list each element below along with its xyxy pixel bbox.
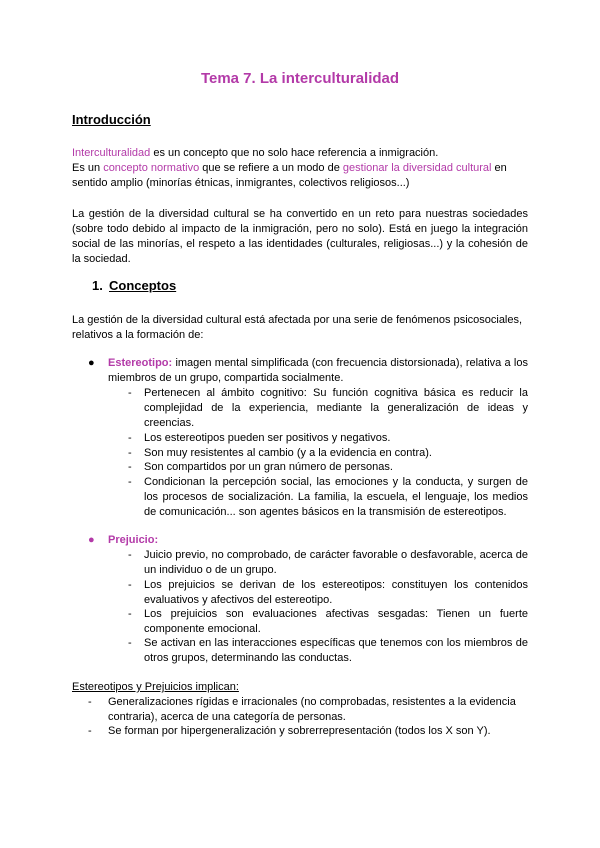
list-item-text: Pertenecen al ámbito cognitivo: Su función cognitiva básica es reducir la complejidad de la experiencia, mediante la generalización de ideas y creencias.: [144, 387, 528, 429]
dash-icon: -: [128, 447, 132, 459]
dash-icon: -: [88, 696, 92, 708]
list-item-text: Los prejuicios son evaluaciones afectivas sesgadas: Tienen un fuerte componente emocional.: [144, 608, 528, 635]
dash-icon: -: [128, 608, 132, 620]
list-item: [128, 446, 528, 461]
list-item-text: Se activan en las interacciones específicas que tenemos con los miembros de otros grupos, determinando las conductas.: [144, 637, 528, 664]
estereotipo-definition-block: [108, 356, 528, 386]
estereotipo-definition: imagen mental simplificada (con frecuencia distorsionada), relativa a los miembros de un grupo, compartida socialmente.: [108, 357, 528, 384]
term-concepto-normativo: concepto normativo: [103, 162, 200, 174]
intro-text-4: en sentido amplio (minorías étnicas, inmigrantes, colectivos religiosos...): [72, 162, 507, 189]
dash-icon: -: [88, 725, 92, 737]
concepts-heading: [92, 278, 176, 293]
dash-icon: -: [128, 549, 132, 561]
intro-paragraph-1: [72, 146, 528, 191]
list-item: [128, 460, 528, 475]
concepts-heading-text: Conceptos: [109, 278, 177, 293]
dash-icon: -: [128, 579, 132, 591]
list-item-text: Generalizaciones rígidas e irracionales (no comprobadas, resistentes a la evidencia contraria), acerca de una categoría de personas.: [108, 696, 516, 723]
dash-icon: -: [128, 637, 132, 649]
dash-icon: -: [128, 461, 132, 473]
bullet-estereotipo: [88, 356, 528, 386]
list-item-text: Son muy resistentes al cambio (y a la evidencia en contra).: [144, 447, 432, 459]
term-gestionar-diversidad: gestionar la diversidad cultural: [342, 162, 492, 174]
intro-text-3: que se refiere a un modo de: [199, 162, 343, 174]
list-item-text: Son compartidos por un gran número de personas.: [144, 461, 393, 473]
list-item-text: Se forman por hipergeneralización y sobrerrepresentación (todos los X son Y).: [108, 725, 491, 737]
bullet-icon: ●: [88, 534, 95, 546]
implican-heading: Estereotipos y Prejuicios implican:: [72, 681, 239, 693]
bullet-prejuicio: [88, 533, 528, 548]
list-item: [128, 431, 528, 446]
list-item-text: Los prejuicios se derivan de los estereotipos: constituyen los contenidos evaluativos y afectivos del estereotipo.: [144, 579, 528, 606]
list-item: [128, 578, 528, 608]
term-prejuicio: Prejuicio:: [108, 534, 159, 546]
dash-icon: -: [128, 476, 132, 488]
page-title: Tema 7. La interculturalidad: [200, 70, 400, 87]
list-item: [128, 475, 528, 520]
concepts-number: 1.: [92, 278, 103, 293]
term-interculturalidad: Interculturalidad: [72, 147, 151, 159]
intro-text-2: Es un: [72, 162, 104, 174]
list-item: [88, 695, 528, 725]
list-item: [128, 386, 528, 431]
list-item: [128, 548, 528, 578]
list-item: [88, 724, 528, 739]
dash-icon: -: [128, 387, 132, 399]
concepts-intro: La gestión de la diversidad cultural está afectada por una serie de fenómenos psicosociales, relativos a la formación de:: [72, 314, 523, 341]
dash-icon: -: [128, 432, 132, 444]
list-item-text: Juicio previo, no comprobado, de carácter favorable o desfavorable, acerca de un individuo o de un grupo.: [144, 549, 528, 576]
intro-text-1: es un concepto que no solo hace referencia a inmigración.: [150, 147, 439, 159]
list-item: [128, 636, 528, 666]
list-item-text: Los estereotipos pueden ser positivos y negativos.: [144, 432, 391, 444]
intro-paragraph-2: La gestión de la diversidad cultural se ha convertido en un reto para nuestras sociedades (sobre todo debido al impacto de la inmigración, pero no solo). Está en juego la integración social de las minorías, el respeto a las identidades (culturales, religiosas...) y la cohesión de la sociedad.: [72, 208, 528, 265]
bullet-icon: ●: [88, 357, 95, 369]
term-estereotipo: Estereotipo:: [108, 357, 173, 369]
list-item-text: Condicionan la percepción social, las emociones y la conducta, y surgen de los procesos de socialización. La familia, la escuela, el lenguaje, los medios de comunicación... son agentes básicos en la transmisión de estereotipos.: [144, 476, 528, 518]
intro-heading: Introducción: [72, 112, 151, 127]
prejuicio-heading-block: [108, 533, 528, 548]
list-item: [128, 607, 528, 637]
